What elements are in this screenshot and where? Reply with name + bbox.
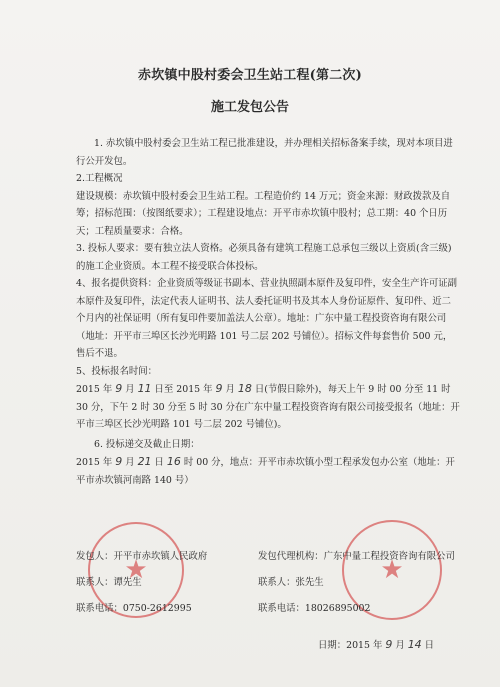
- handwritten-day: 18: [237, 382, 252, 395]
- handwritten-hour: 16: [166, 455, 181, 468]
- issuer-phone: 联系电话：0750-2612995: [76, 603, 192, 614]
- deadline-text: [76, 453, 460, 489]
- reg-text: 日(节假日除外)，每天上午 9 时 00 分至 11 时 30 分，下午 2 时 30 分至 5 时 30 分在广东中量工程投资咨询有限公司接受报名（地址：开平市三埠区长沙光明路 101 号二层 202 号铺位)。: [76, 384, 460, 430]
- deadline-part: 时 00 分，地点：开平市赤坎镇小型工程承发包办公室（地址：开平市赤坎镇河南路 140 号）: [76, 457, 455, 486]
- agent-name: 发包代理机构：广东中量工程投资咨询有限公司: [258, 551, 455, 562]
- reg-text: 月: [125, 384, 135, 395]
- agent-block: [258, 544, 468, 622]
- deadline-part: 2015 年: [76, 457, 113, 468]
- issuer-block: [76, 544, 207, 622]
- paragraph-3: 3. 投标人要求：要有独立法人资格。必须具备有建筑工程施工总承包三级以上资质(含三级)的施工企业资质。本工程不接受联合体投标。: [76, 243, 452, 272]
- issuer-name: 发包人：开平市赤坎镇人民政府: [76, 551, 208, 562]
- paragraph-2-heading: 2.工程概况: [76, 173, 123, 184]
- issuer-contact: 联系人：谭先生: [76, 577, 142, 588]
- seal-star-icon: ★: [124, 555, 148, 585]
- reg-text: 2015 年: [76, 384, 113, 395]
- deadline-part: 日: [154, 457, 164, 468]
- agent-contact: 联系人：张先生: [258, 577, 324, 588]
- handwritten-month: 9: [115, 382, 123, 395]
- date-suffix: 日: [424, 640, 435, 651]
- handwritten-month: 9: [385, 638, 393, 651]
- handwritten-day: 11: [137, 382, 152, 395]
- reg-text: 日至 2015 年: [154, 384, 213, 395]
- reg-text: 月: [225, 384, 235, 395]
- paragraph-4: 4、报名提供资料：企业资质等级证书副本、营业执照副本原件及复印件，安全生产许可证副本原件及复印件，法定代表人证明书、法人委托证明书及其本人身份证原件、复印件、近二个月内的社保证明（所有复印件要加盖法人公章）。地址：广东中量工程投资咨询有限公司（地址：开平市三埠区长沙光明路 101 号二层 202 号铺位）。招标文件每套售价 500 元，售后不退。: [76, 278, 457, 359]
- agent-phone: 联系电话：18026895002: [258, 603, 371, 614]
- document-subtitle: 施工发包公告: [210, 100, 289, 115]
- document-title: 赤坎镇中股村委会卫生站工程(第二次): [138, 68, 362, 83]
- paragraph-2-body: 建设规模：赤坎镇中股村委会卫生站工程。工程造价约 14 万元；资金来源：财政拨款及自筹；招标范围：（按图纸要求）；工程建设地点：开平市赤坎镇中股村；总工期：40 个日历天；工程质量要求：合格。: [76, 190, 451, 237]
- paragraph-1: 1. 赤坎镇中股村委会卫生站工程已批准建设，并办理相关招标备案手续，现对本项目进行公开发包。: [76, 138, 453, 167]
- seal-star-icon: ★: [380, 555, 404, 585]
- handwritten-day: 14: [407, 638, 422, 651]
- handwritten-day: 21: [137, 455, 152, 468]
- handwritten-month: 9: [215, 382, 223, 395]
- registration-time: [76, 380, 460, 434]
- date-prefix: 日期：2015 年: [318, 640, 383, 651]
- paragraph-5-heading: 5、投标报名时间：: [76, 365, 157, 377]
- date-mid: 月: [395, 640, 405, 651]
- handwritten-month: 9: [115, 455, 123, 468]
- deadline-part: 月: [125, 457, 135, 468]
- paragraph-6-heading: 6. 投标递交及截止日期：: [94, 438, 200, 450]
- document-body: [76, 135, 460, 489]
- issue-date: [318, 637, 434, 651]
